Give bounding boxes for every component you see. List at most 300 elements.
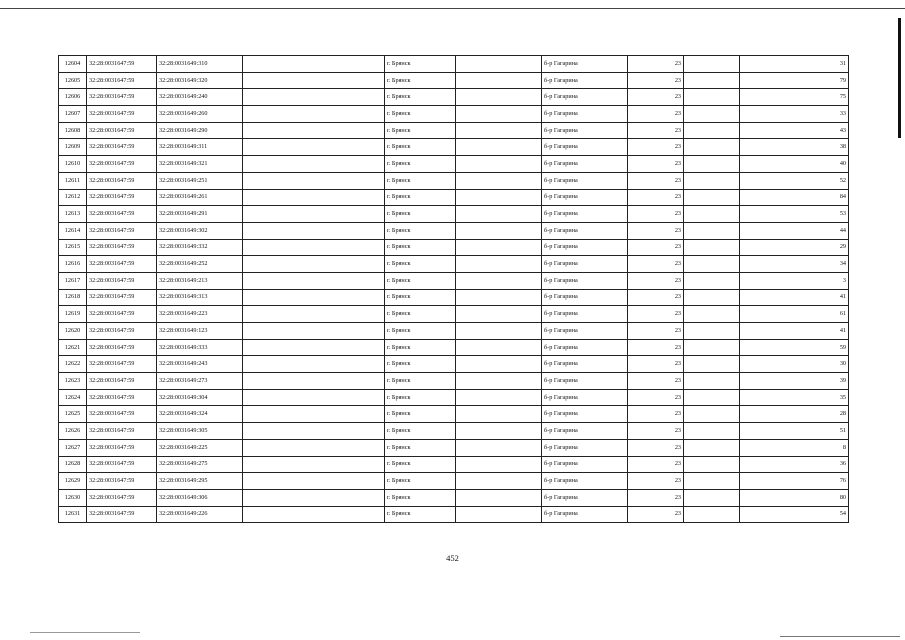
city-cell: г. Брянск [385, 206, 456, 223]
house-number-cell: 23 [628, 72, 684, 89]
city-cell: г. Брянск [385, 406, 456, 423]
city-cell: г. Брянск [385, 506, 456, 523]
house-number-cell: 23 [628, 323, 684, 340]
apartment-number-cell: 76 [740, 473, 849, 490]
table-row [59, 89, 849, 106]
row-number-cell: 12627 [59, 439, 87, 456]
apartment-number-cell: 36 [740, 456, 849, 473]
cadastral-number-cell: 32:28:0031649:240 [157, 89, 243, 106]
cadastral-number-cell: 32:28:0031649:226 [157, 506, 243, 523]
quarter-number-cell: 32:28:0031647:59 [87, 172, 157, 189]
apartment-number-cell: 41 [740, 289, 849, 306]
row-number-cell: 12613 [59, 206, 87, 223]
empty-cell [456, 89, 542, 106]
empty-cell [684, 122, 740, 139]
quarter-number-cell: 32:28:0031647:59 [87, 139, 157, 156]
city-cell: г. Брянск [385, 306, 456, 323]
row-number-cell: 12622 [59, 356, 87, 373]
row-number-cell: 12607 [59, 106, 87, 123]
empty-cell [243, 239, 385, 256]
empty-cell [456, 356, 542, 373]
scan-right-edge [898, 18, 901, 138]
empty-cell [684, 72, 740, 89]
apartment-number-cell: 28 [740, 406, 849, 423]
city-cell: г. Брянск [385, 106, 456, 123]
empty-cell [456, 339, 542, 356]
apartment-number-cell: 51 [740, 423, 849, 440]
empty-cell [456, 473, 542, 490]
empty-cell [456, 439, 542, 456]
table-row [59, 156, 849, 173]
apartment-number-cell: 59 [740, 339, 849, 356]
street-cell: б-р Гагарина [542, 222, 628, 239]
city-cell: г. Брянск [385, 272, 456, 289]
row-number-cell: 12623 [59, 373, 87, 390]
cadastral-number-cell: 32:28:0031649:273 [157, 373, 243, 390]
street-cell: б-р Гагарина [542, 56, 628, 73]
empty-cell [684, 339, 740, 356]
city-cell: г. Брянск [385, 56, 456, 73]
empty-cell [243, 156, 385, 173]
city-cell: г. Брянск [385, 389, 456, 406]
city-cell: г. Брянск [385, 122, 456, 139]
street-cell: б-р Гагарина [542, 189, 628, 206]
house-number-cell: 23 [628, 172, 684, 189]
house-number-cell: 23 [628, 406, 684, 423]
cadastral-number-cell: 32:28:0031649:311 [157, 139, 243, 156]
cadastral-number-cell: 32:28:0031649:332 [157, 239, 243, 256]
row-number-cell: 12614 [59, 222, 87, 239]
empty-cell [243, 306, 385, 323]
table-row [59, 339, 849, 356]
scan-artifact-line [780, 636, 900, 637]
table-row [59, 423, 849, 440]
empty-cell [684, 272, 740, 289]
quarter-number-cell: 32:28:0031647:59 [87, 389, 157, 406]
empty-cell [684, 56, 740, 73]
empty-cell [684, 239, 740, 256]
quarter-number-cell: 32:28:0031647:59 [87, 256, 157, 273]
quarter-number-cell: 32:28:0031647:59 [87, 122, 157, 139]
cadastral-number-cell: 32:28:0031649:320 [157, 72, 243, 89]
cadastral-number-cell: 32:28:0031649:305 [157, 423, 243, 440]
cadastral-number-cell: 32:28:0031649:302 [157, 222, 243, 239]
row-number-cell: 12606 [59, 89, 87, 106]
city-cell: г. Брянск [385, 423, 456, 440]
empty-cell [456, 239, 542, 256]
house-number-cell: 23 [628, 189, 684, 206]
city-cell: г. Брянск [385, 323, 456, 340]
empty-cell [456, 256, 542, 273]
house-number-cell: 23 [628, 373, 684, 390]
street-cell: б-р Гагарина [542, 122, 628, 139]
cadastral-number-cell: 32:28:0031649:225 [157, 439, 243, 456]
empty-cell [684, 456, 740, 473]
street-cell: б-р Гагарина [542, 406, 628, 423]
cadastral-number-cell: 32:28:0031649:260 [157, 106, 243, 123]
city-cell: г. Брянск [385, 289, 456, 306]
quarter-number-cell: 32:28:0031647:59 [87, 239, 157, 256]
empty-cell [456, 406, 542, 423]
table-row [59, 172, 849, 189]
apartment-number-cell: 61 [740, 306, 849, 323]
empty-cell [456, 139, 542, 156]
house-number-cell: 23 [628, 106, 684, 123]
empty-cell [243, 172, 385, 189]
house-number-cell: 23 [628, 256, 684, 273]
apartment-number-cell: 30 [740, 356, 849, 373]
cadastral-number-cell: 32:28:0031649:321 [157, 156, 243, 173]
apartment-number-cell: 44 [740, 222, 849, 239]
house-number-cell: 23 [628, 473, 684, 490]
apartment-number-cell: 35 [740, 389, 849, 406]
city-cell: г. Брянск [385, 356, 456, 373]
empty-cell [684, 172, 740, 189]
table-row [59, 489, 849, 506]
cadastral-number-cell: 32:28:0031649:304 [157, 389, 243, 406]
quarter-number-cell: 32:28:0031647:59 [87, 506, 157, 523]
empty-cell [243, 406, 385, 423]
row-number-cell: 12624 [59, 389, 87, 406]
empty-cell [243, 56, 385, 73]
table-row [59, 272, 849, 289]
city-cell: г. Брянск [385, 489, 456, 506]
empty-cell [243, 506, 385, 523]
street-cell: б-р Гагарина [542, 506, 628, 523]
empty-cell [684, 439, 740, 456]
cadastral-number-cell: 32:28:0031649:223 [157, 306, 243, 323]
empty-cell [456, 156, 542, 173]
empty-cell [456, 272, 542, 289]
empty-cell [243, 89, 385, 106]
quarter-number-cell: 32:28:0031647:59 [87, 106, 157, 123]
cadastral-number-cell: 32:28:0031649:295 [157, 473, 243, 490]
apartment-number-cell: 84 [740, 189, 849, 206]
empty-cell [243, 189, 385, 206]
table-row [59, 139, 849, 156]
apartment-number-cell: 29 [740, 239, 849, 256]
row-number-cell: 12630 [59, 489, 87, 506]
cadastral-number-cell: 32:28:0031649:243 [157, 356, 243, 373]
quarter-number-cell: 32:28:0031647:59 [87, 473, 157, 490]
empty-cell [456, 172, 542, 189]
cadastral-number-cell: 32:28:0031649:275 [157, 456, 243, 473]
house-number-cell: 23 [628, 489, 684, 506]
table-row [59, 306, 849, 323]
empty-cell [456, 222, 542, 239]
cadastral-number-cell: 32:28:0031649:252 [157, 256, 243, 273]
register-rows [59, 56, 849, 523]
quarter-number-cell: 32:28:0031647:59 [87, 222, 157, 239]
table-row [59, 122, 849, 139]
empty-cell [684, 406, 740, 423]
house-number-cell: 23 [628, 423, 684, 440]
street-cell: б-р Гагарина [542, 456, 628, 473]
city-cell: г. Брянск [385, 72, 456, 89]
empty-cell [684, 222, 740, 239]
street-cell: б-р Гагарина [542, 239, 628, 256]
street-cell: б-р Гагарина [542, 389, 628, 406]
scan-artifact-line [30, 632, 140, 633]
empty-cell [456, 122, 542, 139]
street-cell: б-р Гагарина [542, 356, 628, 373]
street-cell: б-р Гагарина [542, 439, 628, 456]
row-number-cell: 12626 [59, 423, 87, 440]
empty-cell [456, 206, 542, 223]
row-number-cell: 12617 [59, 272, 87, 289]
empty-cell [243, 389, 385, 406]
empty-cell [684, 356, 740, 373]
empty-cell [243, 122, 385, 139]
apartment-number-cell: 54 [740, 506, 849, 523]
street-cell: б-р Гагарина [542, 272, 628, 289]
quarter-number-cell: 32:28:0031647:59 [87, 423, 157, 440]
empty-cell [684, 473, 740, 490]
street-cell: б-р Гагарина [542, 156, 628, 173]
city-cell: г. Брянск [385, 239, 456, 256]
street-cell: б-р Гагарина [542, 423, 628, 440]
street-cell: б-р Гагарина [542, 139, 628, 156]
street-cell: б-р Гагарина [542, 473, 628, 490]
empty-cell [456, 373, 542, 390]
table-row [59, 106, 849, 123]
table-row [59, 72, 849, 89]
apartment-number-cell: 75 [740, 89, 849, 106]
house-number-cell: 23 [628, 356, 684, 373]
scan-top-border [0, 8, 905, 9]
quarter-number-cell: 32:28:0031647:59 [87, 323, 157, 340]
house-number-cell: 23 [628, 122, 684, 139]
empty-cell [684, 89, 740, 106]
quarter-number-cell: 32:28:0031647:59 [87, 156, 157, 173]
cadastral-number-cell: 32:28:0031649:310 [157, 56, 243, 73]
empty-cell [243, 139, 385, 156]
empty-cell [243, 456, 385, 473]
city-cell: г. Брянск [385, 256, 456, 273]
empty-cell [243, 489, 385, 506]
empty-cell [456, 323, 542, 340]
quarter-number-cell: 32:28:0031647:59 [87, 489, 157, 506]
quarter-number-cell: 32:28:0031647:59 [87, 356, 157, 373]
house-number-cell: 23 [628, 506, 684, 523]
street-cell: б-р Гагарина [542, 172, 628, 189]
city-cell: г. Брянск [385, 139, 456, 156]
city-cell: г. Брянск [385, 172, 456, 189]
apartment-number-cell: 31 [740, 56, 849, 73]
row-number-cell: 12629 [59, 473, 87, 490]
empty-cell [243, 323, 385, 340]
empty-cell [456, 189, 542, 206]
apartment-number-cell: 43 [740, 122, 849, 139]
quarter-number-cell: 32:28:0031647:59 [87, 289, 157, 306]
house-number-cell: 23 [628, 206, 684, 223]
register-table [58, 55, 849, 523]
row-number-cell: 12609 [59, 139, 87, 156]
house-number-cell: 23 [628, 272, 684, 289]
street-cell: б-р Гагарина [542, 89, 628, 106]
city-cell: г. Брянск [385, 473, 456, 490]
house-number-cell: 23 [628, 456, 684, 473]
empty-cell [684, 289, 740, 306]
quarter-number-cell: 32:28:0031647:59 [87, 306, 157, 323]
cadastral-number-cell: 32:28:0031649:290 [157, 122, 243, 139]
empty-cell [243, 272, 385, 289]
table-row [59, 222, 849, 239]
empty-cell [684, 139, 740, 156]
house-number-cell: 23 [628, 222, 684, 239]
city-cell: г. Брянск [385, 189, 456, 206]
city-cell: г. Брянск [385, 89, 456, 106]
apartment-number-cell: 40 [740, 156, 849, 173]
quarter-number-cell: 32:28:0031647:59 [87, 206, 157, 223]
table-row [59, 189, 849, 206]
empty-cell [243, 339, 385, 356]
table-row [59, 506, 849, 523]
street-cell: б-р Гагарина [542, 206, 628, 223]
apartment-number-cell: 41 [740, 323, 849, 340]
quarter-number-cell: 32:28:0031647:59 [87, 72, 157, 89]
row-number-cell: 12619 [59, 306, 87, 323]
empty-cell [243, 289, 385, 306]
cadastral-number-cell: 32:28:0031649:324 [157, 406, 243, 423]
table-row [59, 289, 849, 306]
row-number-cell: 12616 [59, 256, 87, 273]
quarter-number-cell: 32:28:0031647:59 [87, 339, 157, 356]
empty-cell [243, 373, 385, 390]
row-number-cell: 12612 [59, 189, 87, 206]
apartment-number-cell: 52 [740, 172, 849, 189]
row-number-cell: 12618 [59, 289, 87, 306]
empty-cell [243, 423, 385, 440]
row-number-cell: 12604 [59, 56, 87, 73]
apartment-number-cell: 38 [740, 139, 849, 156]
street-cell: б-р Гагарина [542, 339, 628, 356]
apartment-number-cell: 79 [740, 72, 849, 89]
cadastral-number-cell: 32:28:0031649:213 [157, 272, 243, 289]
quarter-number-cell: 32:28:0031647:59 [87, 56, 157, 73]
empty-cell [684, 389, 740, 406]
house-number-cell: 23 [628, 156, 684, 173]
city-cell: г. Брянск [385, 456, 456, 473]
street-cell: б-р Гагарина [542, 306, 628, 323]
empty-cell [456, 489, 542, 506]
row-number-cell: 12615 [59, 239, 87, 256]
row-number-cell: 12605 [59, 72, 87, 89]
empty-cell [684, 106, 740, 123]
cadastral-number-cell: 32:28:0031649:123 [157, 323, 243, 340]
table-row [59, 373, 849, 390]
table-row [59, 456, 849, 473]
apartment-number-cell: 33 [740, 106, 849, 123]
cadastral-number-cell: 32:28:0031649:251 [157, 172, 243, 189]
empty-cell [456, 456, 542, 473]
empty-cell [456, 56, 542, 73]
empty-cell [243, 72, 385, 89]
apartment-number-cell: 80 [740, 489, 849, 506]
quarter-number-cell: 32:28:0031647:59 [87, 456, 157, 473]
house-number-cell: 23 [628, 56, 684, 73]
city-cell: г. Брянск [385, 222, 456, 239]
row-number-cell: 12631 [59, 506, 87, 523]
empty-cell [456, 423, 542, 440]
row-number-cell: 12611 [59, 172, 87, 189]
empty-cell [243, 206, 385, 223]
table-row [59, 256, 849, 273]
city-cell: г. Брянск [385, 439, 456, 456]
empty-cell [684, 506, 740, 523]
row-number-cell: 12610 [59, 156, 87, 173]
empty-cell [243, 256, 385, 273]
empty-cell [243, 356, 385, 373]
table-row [59, 389, 849, 406]
house-number-cell: 23 [628, 306, 684, 323]
empty-cell [456, 289, 542, 306]
table-row [59, 239, 849, 256]
quarter-number-cell: 32:28:0031647:59 [87, 189, 157, 206]
house-number-cell: 23 [628, 289, 684, 306]
cadastral-number-cell: 32:28:0031649:333 [157, 339, 243, 356]
empty-cell [684, 423, 740, 440]
empty-cell [456, 389, 542, 406]
empty-cell [456, 306, 542, 323]
table-row [59, 323, 849, 340]
house-number-cell: 23 [628, 239, 684, 256]
apartment-number-cell: 53 [740, 206, 849, 223]
house-number-cell: 23 [628, 89, 684, 106]
empty-cell [456, 506, 542, 523]
empty-cell [243, 222, 385, 239]
city-cell: г. Брянск [385, 156, 456, 173]
empty-cell [684, 156, 740, 173]
apartment-number-cell: 39 [740, 373, 849, 390]
street-cell: б-р Гагарина [542, 323, 628, 340]
row-number-cell: 12608 [59, 122, 87, 139]
house-number-cell: 23 [628, 389, 684, 406]
apartment-number-cell: 3 [740, 272, 849, 289]
row-number-cell: 12620 [59, 323, 87, 340]
table-row [59, 206, 849, 223]
table-row [59, 56, 849, 73]
quarter-number-cell: 32:28:0031647:59 [87, 89, 157, 106]
empty-cell [684, 256, 740, 273]
empty-cell [684, 373, 740, 390]
empty-cell [684, 323, 740, 340]
cadastral-number-cell: 32:28:0031649:261 [157, 189, 243, 206]
street-cell: б-р Гагарина [542, 289, 628, 306]
cadastral-number-cell: 32:28:0031649:306 [157, 489, 243, 506]
row-number-cell: 12628 [59, 456, 87, 473]
city-cell: г. Брянск [385, 373, 456, 390]
page-number: 452 [446, 553, 459, 563]
apartment-number-cell: 34 [740, 256, 849, 273]
house-number-cell: 23 [628, 139, 684, 156]
street-cell: б-р Гагарина [542, 489, 628, 506]
cadastral-number-cell: 32:28:0031649:313 [157, 289, 243, 306]
table-row [59, 356, 849, 373]
empty-cell [243, 106, 385, 123]
apartment-number-cell: 8 [740, 439, 849, 456]
table-row [59, 473, 849, 490]
table-row [59, 406, 849, 423]
street-cell: б-р Гагарина [542, 373, 628, 390]
row-number-cell: 12621 [59, 339, 87, 356]
empty-cell [684, 206, 740, 223]
empty-cell [456, 106, 542, 123]
street-cell: б-р Гагарина [542, 106, 628, 123]
city-cell: г. Брянск [385, 339, 456, 356]
house-number-cell: 23 [628, 439, 684, 456]
house-number-cell: 23 [628, 339, 684, 356]
